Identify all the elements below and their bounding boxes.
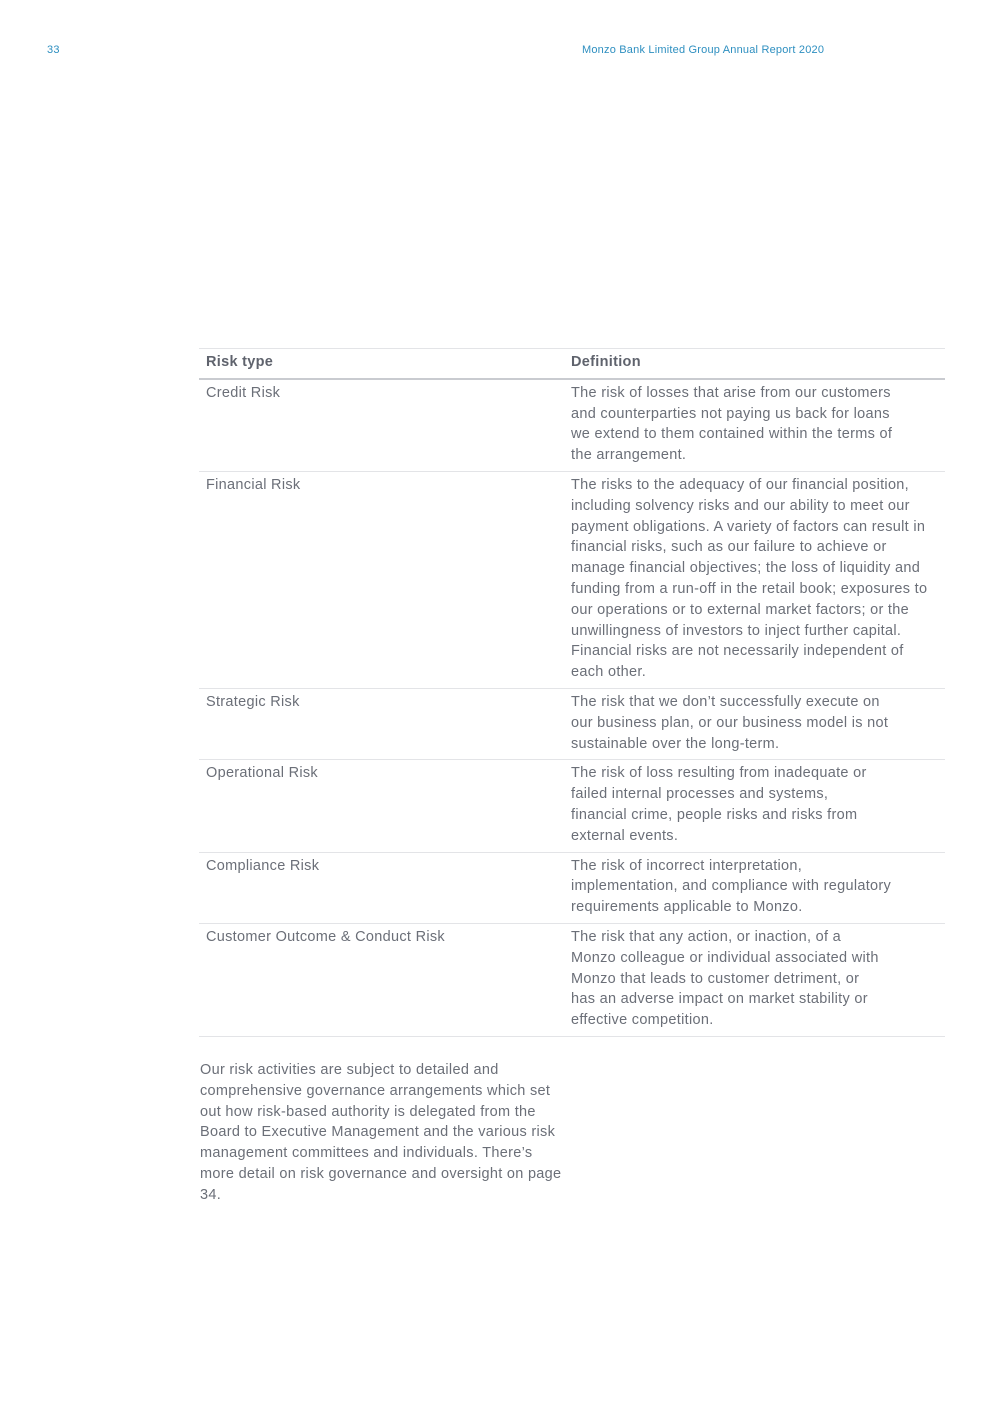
risk-type-table bbox=[199, 348, 945, 1037]
governance-paragraph: Our risk activities are subject to detailed and comprehensive governance arrangements which set out how risk-based authority is delegated from the Board to Executive Management and the various risk management committees and individuals. There’s more detail on risk governance and oversight on page 34. bbox=[200, 1062, 562, 1203]
risk-type-cell: Compliance Risk bbox=[199, 852, 571, 923]
definition-cell bbox=[571, 688, 945, 759]
column-header-risk-type: Risk type bbox=[199, 349, 571, 379]
definition-cell bbox=[571, 760, 945, 852]
definition-text: The risks to the adequacy of our financial position, including solvency risks and our ability to meet our payment obligations. A variety of factors can result in financial risks, such as our failure to achieve or manage financial objectives; the loss of liquidity and funding from a run-off in the retail book; exposures to our operations or to external market factors; or the unwillingness of investors to inject further capital. Financial risks are not necessarily independent of each other. bbox=[571, 476, 928, 681]
risk-type-cell: Credit Risk bbox=[199, 379, 571, 472]
definition-text: The risk of loss resulting from inadequate or failed internal processes and systems, financial crime, people risks and risks from external events. bbox=[571, 765, 867, 844]
definition-text: The risk that any action, or inaction, of a Monzo colleague or individual associated with Monzo that leads to customer detriment, or has an adverse impact on market stability or effective competition. bbox=[571, 928, 879, 1029]
table-row bbox=[199, 852, 945, 923]
definition-cell bbox=[571, 471, 945, 688]
risk-type-cell: Financial Risk bbox=[199, 471, 571, 688]
definition-cell bbox=[571, 379, 945, 472]
table-row bbox=[199, 760, 945, 852]
report-title: Monzo Bank Limited Group Annual Report 2020 bbox=[582, 44, 825, 56]
page-number: 33 bbox=[47, 44, 60, 56]
risk-type-cell: Customer Outcome & Conduct Risk bbox=[199, 923, 571, 1036]
definition-text: The risk that we don’t successfully execute on our business plan, or our business model is not sustainable over the long-term. bbox=[571, 693, 889, 752]
table-row bbox=[199, 688, 945, 759]
definition-text: The risk of incorrect interpretation, implementation, and compliance with regulatory requirements applicable to Monzo. bbox=[571, 857, 892, 916]
table-row bbox=[199, 923, 945, 1036]
column-header-definition: Definition bbox=[571, 349, 945, 379]
risk-type-cell: Operational Risk bbox=[199, 760, 571, 852]
risk-type-cell: Strategic Risk bbox=[199, 688, 571, 759]
table-row bbox=[199, 471, 945, 688]
definition-cell bbox=[571, 852, 945, 923]
definition-text: The risk of losses that arise from our customers and counterparties not paying us back for loans we extend to them contained within the terms of the arrangement. bbox=[571, 384, 893, 464]
table-header-row bbox=[199, 349, 945, 379]
table-row bbox=[199, 379, 945, 472]
definition-cell bbox=[571, 923, 945, 1036]
